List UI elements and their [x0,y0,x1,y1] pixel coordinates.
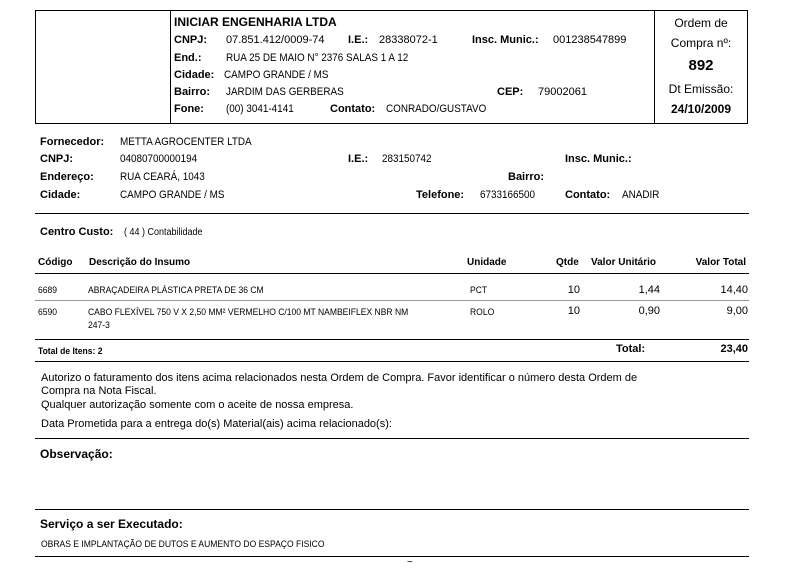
company-contato-label: Contato: [330,103,376,115]
notes-line4: Data Prometida para a entrega do(s) Material(ais) acima relacionado(s): [41,418,392,430]
company-cidade: CAMPO GRANDE / MS [224,69,329,81]
supplier-cidade-label: Cidade: [40,189,81,201]
totals-divider [35,361,749,362]
notes-line1: Autorizo o faturamento dos itens acima relacionados nesta Ordem de Compra. Favor identificar o número desta Ordem de [41,372,638,384]
notes-line3: Qualquer autorização somente com o aceite de nossa empresa. [41,399,354,411]
supplier-ie-label: I.E.: [348,153,369,165]
company-name: INICIAR ENGENHARIA LTDA [174,15,337,29]
company-insc-label: Insc. Munic.: [472,34,539,46]
servico-label: Serviço a ser Executado: [40,517,183,531]
company-cidade-label: Cidade: [174,69,215,81]
company-cep-label: CEP: [497,86,524,98]
company-bairro: JARDIM DAS GERBERAS [226,86,344,98]
supplier-bairro-label: Bairro: [508,171,545,183]
notes-line2: Compra na Nota Fiscal. [41,385,157,397]
th-qtde: Qtde [556,257,579,268]
company-cep: 79002061 [538,86,587,98]
supplier-telefone: 6733166500 [480,189,536,201]
row2-valor-unit: 0,90 [638,305,660,317]
supplier-cnpj: 04080700000194 [120,153,198,165]
row2-descricao-cont: 247-3 [88,320,110,331]
company-ie-label: I.E.: [348,34,369,46]
divider [35,213,749,214]
order-label-2: Compra nº: [670,36,732,50]
supplier-telefone-label: Telefone: [416,189,465,201]
servico-value: OBRAS E IMPLANTAÇÃO DE DUTOS E AUMENTO DO ESPAÇO FISICO [41,539,325,550]
row1-qtde: 10 [567,284,580,296]
company-end: RUA 25 DE MAIO N° 2376 SALAS 1 A 12 [226,52,409,64]
row1-unidade: PCT [470,285,488,296]
th-unidade: Unidade [467,257,507,268]
order-date-label: Dt Emissão: [668,82,734,96]
bottom-divider [35,556,749,557]
row1-codigo: 6689 [38,285,58,296]
row1-valor-total: 14,40 [720,284,748,296]
cost-center-label: Centro Custo: [40,226,114,238]
supplier-cidade: CAMPO GRANDE / MS [120,189,225,201]
order-date: 24/10/2009 [670,102,732,116]
footer-mark: ~ [407,557,413,568]
th-descricao: Descrição do Insumo [89,257,191,268]
company-fone: (00) 3041-4141 [226,103,294,115]
total-itens: Total de Itens: 2 [38,346,103,357]
company-cnpj: 07.851.412/0009-74 [226,34,325,46]
supplier-contato: ANADIR [622,189,660,201]
supplier-endereco-label: Endereço: [40,171,94,183]
th-valor-total: Valor Total [695,257,746,268]
row2-qtde: 10 [567,305,580,317]
company-fone-label: Fone: [174,103,204,115]
total-value: 23,40 [720,343,748,355]
supplier-endereco: RUA CEARÁ, 1043 [120,171,205,183]
row-divider [35,300,749,301]
supplier-ie: 283150742 [382,153,432,165]
order-number: 892 [688,57,714,74]
observacao-label: Observação: [40,447,113,461]
row1-descricao: ABRAÇADEIRA PLÁSTICA PRETA DE 36 CM [88,285,264,296]
company-contato: CONRADO/GUSTAVO [386,103,487,115]
cost-center-value: ( 44 ) Contabilidade [124,227,203,238]
row2-unidade: ROLO [470,307,495,318]
row2-descricao: CABO FLEXÍVEL 750 V X 2,50 MM² VERMELHO C/100 MT NAMBEIFLEX NBR NM [88,307,409,318]
table-bottom-divider [35,339,749,340]
company-end-label: End.: [174,52,202,64]
row1-valor-unit: 1,44 [638,284,660,296]
observacao-divider [35,509,749,510]
th-codigo: Código [38,257,73,268]
order-label-1: Ordem de [674,16,728,30]
supplier-contato-label: Contato: [565,189,611,201]
row2-codigo: 6590 [38,307,58,318]
logo-box [35,10,171,124]
supplier-fornecedor-label: Fornecedor: [40,136,105,148]
company-ie: 28338072-1 [379,34,438,46]
notes-divider [35,438,749,439]
company-cnpj-label: CNPJ: [174,34,208,46]
supplier-fornecedor: METTA AGROCENTER LTDA [120,136,252,148]
row2-valor-total: 9,00 [726,305,748,317]
th-valor-unit: Valor Unitário [591,257,657,268]
company-bairro-label: Bairro: [174,86,211,98]
supplier-cnpj-label: CNPJ: [40,153,74,165]
total-label: Total: [616,343,646,355]
table-header-divider [35,273,749,274]
company-insc: 001238547899 [553,34,627,46]
supplier-insc-label: Insc. Munic.: [565,153,632,165]
